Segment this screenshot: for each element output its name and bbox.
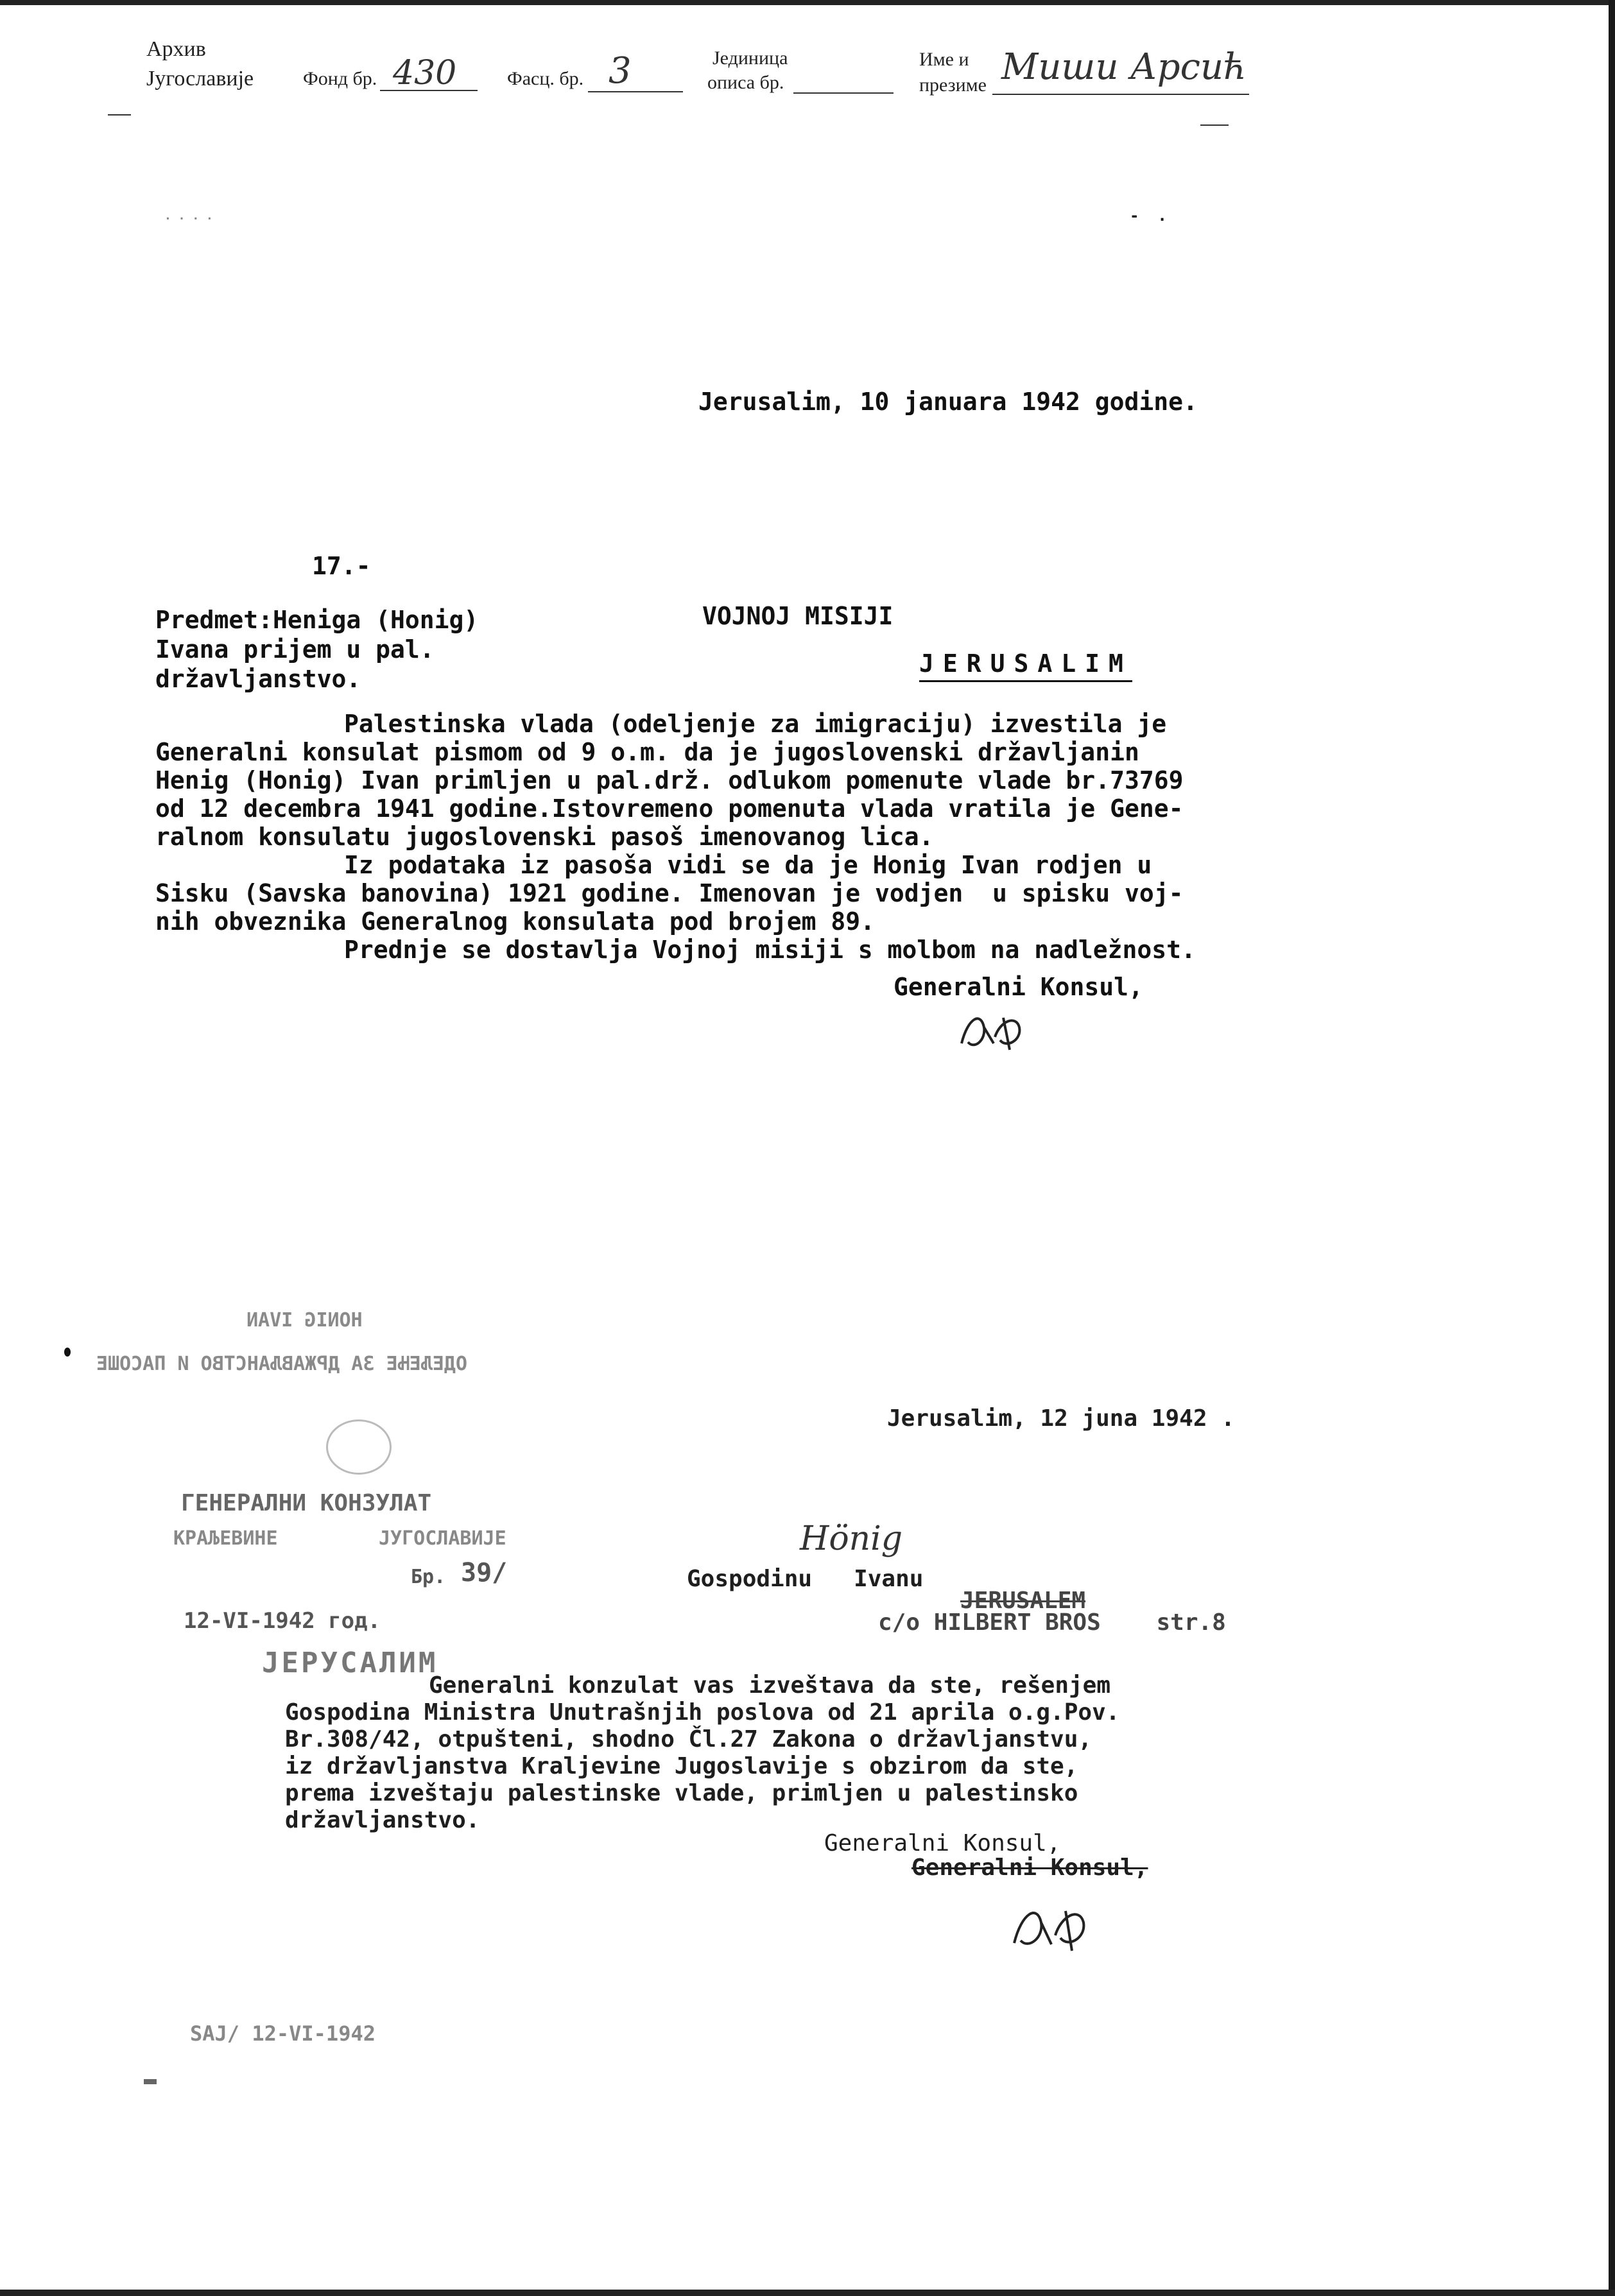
letter1-body-line: nih obveznika Generalnog konsulata pod brojem 89. xyxy=(155,907,876,936)
fasc-value: 3 xyxy=(609,50,632,92)
scan-edge-right xyxy=(1609,0,1615,2296)
letter1-body-line: Prednje se dostavlja Vojnoj misiji s molbom na nadležnost. xyxy=(344,936,1196,964)
letter2-sign-title: Generalni Konsul, xyxy=(824,1830,1061,1856)
letter1-number: 17.- xyxy=(312,552,371,580)
letter1-signature xyxy=(955,1005,1039,1056)
stamp-line3: ЈУГОСЛАВИЈЕ xyxy=(379,1527,506,1550)
archive-label-line1: Архив xyxy=(146,37,206,61)
letter2-body-line: prema izveštaju palestinske vlade, primljen u palestinsko xyxy=(285,1780,1078,1806)
unit-label-line1: Јединица xyxy=(712,47,788,69)
letter2-body-line: Gospodina Ministra Unutrašnjih poslova od 21 aprila o.g.Pov. xyxy=(285,1699,1120,1726)
letter1-recipient: VOJNOJ MISIJI xyxy=(702,602,894,630)
scan-edge-bottom xyxy=(0,2290,1615,2296)
letter1-body-line: Henig (Honig) Ivan primljen u pal.drž. odlukom pomenute vlade br.73769 xyxy=(155,766,1184,794)
scan-mark-left: . . . . xyxy=(164,209,213,223)
letter1-subject-line1: Predmet:Heniga (Honig) xyxy=(155,606,479,634)
letter2-body-line: Br.308/42, otpušteni, shodno Čl.27 Zakona o državljanstvu, xyxy=(285,1726,1092,1752)
letter1-subject-line2: Ivana prijem u pal. xyxy=(155,635,435,664)
fasc-underline xyxy=(588,91,683,92)
letter1-sign-title: Generalni Konsul, xyxy=(894,973,1143,1001)
archive-label-line2: Југославије xyxy=(146,67,254,90)
letter2-place-date: Jerusalim, 12 juna 1942 . xyxy=(887,1405,1235,1432)
mirror-text-line1: HONIG IVAN xyxy=(246,1309,363,1332)
letter2-body-line: iz državljanstva Kraljevine Jugoslavije s obzirom da ste, xyxy=(285,1753,1078,1779)
stamp-line2: КРАЉЕВИНЕ xyxy=(173,1527,278,1550)
header-tick-right xyxy=(1200,124,1229,126)
stamp-line1: ГЕНЕРАЛНИ КОНЗУЛАТ xyxy=(181,1490,432,1516)
letter2-addressee-line2: JERUSALEM xyxy=(960,1588,1086,1614)
mirror-text-line2: ОДЕЉЕЊЕ ЗА ДРЖАВЉАНСТВО И ПАСОШЕ xyxy=(96,1353,467,1375)
stamp-city: ЈЕРУСАЛИМ xyxy=(262,1647,438,1679)
fasc-label: Фасц. бр. xyxy=(507,68,584,89)
fond-underline xyxy=(380,90,478,91)
letter1-subject-line3: državljanstvo. xyxy=(155,665,361,693)
scan-dot xyxy=(64,1348,71,1357)
header-tick xyxy=(108,114,131,116)
scan-edge-top xyxy=(0,0,1615,5)
letter2-body-line: Generalni konzulat vas izveštava da ste, rešenjem xyxy=(429,1672,1111,1699)
letter1-body-line: Sisku (Savska banovina) 1921 godine. Imenovan je vodjen u spisku voj- xyxy=(155,879,1184,907)
letter2-addressee-line1: Gospodinu Ivanu xyxy=(687,1566,924,1592)
letter2-sign-title-struck: Generalni Konsul, xyxy=(911,1855,1148,1881)
letter2-addressee-line3: c/o HILBERT BROS str.8 xyxy=(878,1609,1226,1636)
unit-underline xyxy=(793,92,894,94)
name-label-line2: презиме xyxy=(919,74,987,96)
fond-label: Фонд бр. xyxy=(303,68,377,89)
handwritten-name: Hönig xyxy=(800,1520,903,1558)
scan-mark-right: - . xyxy=(1130,207,1167,225)
letter1-body-line: Palestinska vlada (odeljenje za imigraciju) izvestila je xyxy=(344,710,1167,738)
scan-mark-bottom xyxy=(144,2079,157,2084)
letter1-body-line: Generalni konsulat pismom od 9 o.m. da je jugoslovenski državljanin xyxy=(155,738,1139,766)
faint-round-stamp xyxy=(326,1419,392,1475)
name-label-line1: Име и xyxy=(919,49,969,70)
letter2-body-line: državljanstvo. xyxy=(285,1807,480,1833)
stamp-footer: SAJ/ 12-VI-1942 xyxy=(190,2021,376,2046)
letter1-recipient-city: JERUSALIM xyxy=(919,649,1132,682)
stamp-number-label: Бр. xyxy=(411,1566,446,1588)
stamp-number-value: 39/ xyxy=(461,1558,508,1588)
letter1-body-line: od 12 decembra 1941 godine.Istovremeno pomenuta vlada vratila je Gene- xyxy=(155,794,1184,823)
stamp-date: 12-VI-1942 год. xyxy=(184,1608,381,1634)
unit-label-line2: описа бр. xyxy=(707,72,784,93)
fond-value: 430 xyxy=(393,54,457,92)
letter1-place-date: Jerusalim, 10 januara 1942 godine. xyxy=(698,388,1198,416)
name-value: Миши Арсић xyxy=(1001,46,1247,88)
letter1-body-line: Iz podataka iz pasoša vidi se da je Honig Ivan rodjen u xyxy=(344,851,1152,879)
letter1-body-line: ralnom konsulatu jugoslovenski pasoš imenovanog lica. xyxy=(155,823,934,851)
letter2-signature xyxy=(1008,1893,1104,1957)
name-underline xyxy=(992,94,1249,95)
